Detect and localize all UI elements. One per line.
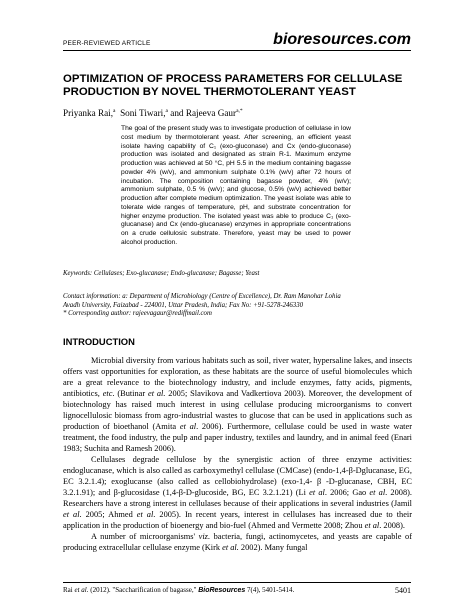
page-header: [63, 24, 411, 51]
author-affiliation: a: [113, 108, 116, 114]
author-affiliation: a: [165, 108, 168, 114]
peer-reviewed-label: PEER-REVIEWED ARTICLE: [63, 40, 151, 47]
citation: Rai et al. (2012). "Saccharification of bagasse," BioResources 7(4), 5401-5414.: [63, 586, 295, 594]
corresponding-author[interactable]: * Corresponding author: rajeevagaur@rediffmail.com: [63, 310, 212, 318]
abstract: The goal of the present study was to investigate production of cellulase in low cost medium by thermotolerant yeast. After screening, an efficient yeast isolate having capability of C₁ (exo-gluconase) and Cx (endo-gluconase) production was isolated and designated as strain R-1. Maximum enzyme production was achieved at 50 °C, pH 5.5 in the medium containing bagasse powder 4% (w/v), and ammonium sulphate 0.1% (w/v) after 72 hours of incubation. The composition containing bagasse powder, 4% (w/v); ammonium sulphate, 0.5 % (w/v); and glucose, 0.5% (w/v) achieved better production after complete medium optimization. The yeast isolate was able to tolerate wide ranges of temperature, pH, and substrate concentration for higher enzyme production. The isolated yeast was able to produce C₁ (exo-glucanase) and Cx (endo-glucanase) enzymes in appropriate concentrations on a crude cellulosic substrate. Therefore, yeast may be used to power alcohol production.: [121, 125, 351, 246]
contact-line: Avadh University, Faizabad - 224001, Uttar Pradesh, India; Fax No: +91-5278-246330: [63, 301, 303, 309]
body-text: [63, 355, 412, 553]
journal-brand[interactable]: bioresources.com: [273, 31, 411, 48]
page-footer: [63, 582, 411, 597]
author-affiliation: a,*: [236, 108, 243, 114]
paragraph: A number of microorganisms' viz. bacteria, fungi, actinomycetes, and yeasts are capable of producing extracellular cellulase enzyme (Kirk et al. 2002). Many fungal: [63, 532, 412, 552]
author-name: and Rajeeva Gaur: [170, 108, 237, 119]
article-title: OPTIMIZATION OF PROCESS PARAMETERS FOR CELLULASE PRODUCTION BY NOVEL THERMOTOLERANT YEAST: [63, 73, 403, 98]
contact-line: Contact information: a: Department of Microbiology (Centre of Excellence), Dr. Ram Manohar Lohia: [63, 293, 341, 300]
section-heading: INTRODUCTION: [63, 336, 135, 347]
journal-name: BioResources: [198, 587, 246, 594]
keywords: Keywords: Cellulases; Exo-glucanase; Endo-glucanase; Bagasse; Yeast: [63, 270, 260, 277]
paragraph: Cellulases degrade cellulose by the synergistic action of three enzyme activities: endoglucanase, which is also called as carboxymethyl cellulase (CMCase) (endo-1,4-β-Dglucanase, EG, EC 3.2.1.4); exoglucanse (also called as cellobiohydrolase) (exo-1,4- β -D-glucanase, CBH, EC 3.2.1.91); and β-glucosidase (1,4-β-D-glucoside, BG, EC 3.2.1.21) (Li et al. 2006; Gao et al. 2008). Researchers have a strong interest in cellulases because of their applications in several industries (Jamil et al. 2005; Ahmed et al. 2005). In recent years, interest in cellulases has increased due to their application in the production of bioenergy and bio-fuel (Ahmed and Vermette 2008; Zhou et al. 2008).: [63, 455, 413, 530]
page-number: 5401: [395, 586, 411, 595]
paragraph: Microbial diversity from various habitats such as soil, river water, hypersaline lakes, and insects offers vast opportunities for exploration, as these habitats are the source of useful biomolecules which are a great relevance to the biotechnology industry, and include enzymes, fatty acids, pigments, antibiotics, etc. (Butinar et al. 2005; Slavikova and Vadkertiova 2003). Moreover, the development of biotechnology has raised much interest in using cellulase producing microorganisms to convert lignocellulosic biomass from agro-industrial wastes to glucose that can be used in applications such as production of bioethanol (Amita et al. 2006). Furthermore, cellulase could be used in waste water treatment, the food industry, the pulp and paper industry, textiles and laundry, and in animal feed (Enari 1983; Suchita and Ramesh 2006).: [63, 356, 412, 453]
author-name: Soni Tiwari,: [120, 108, 166, 119]
contact-information: [63, 293, 411, 319]
author-name: Priyanka Rai,: [63, 108, 114, 119]
author-list: [63, 108, 411, 118]
